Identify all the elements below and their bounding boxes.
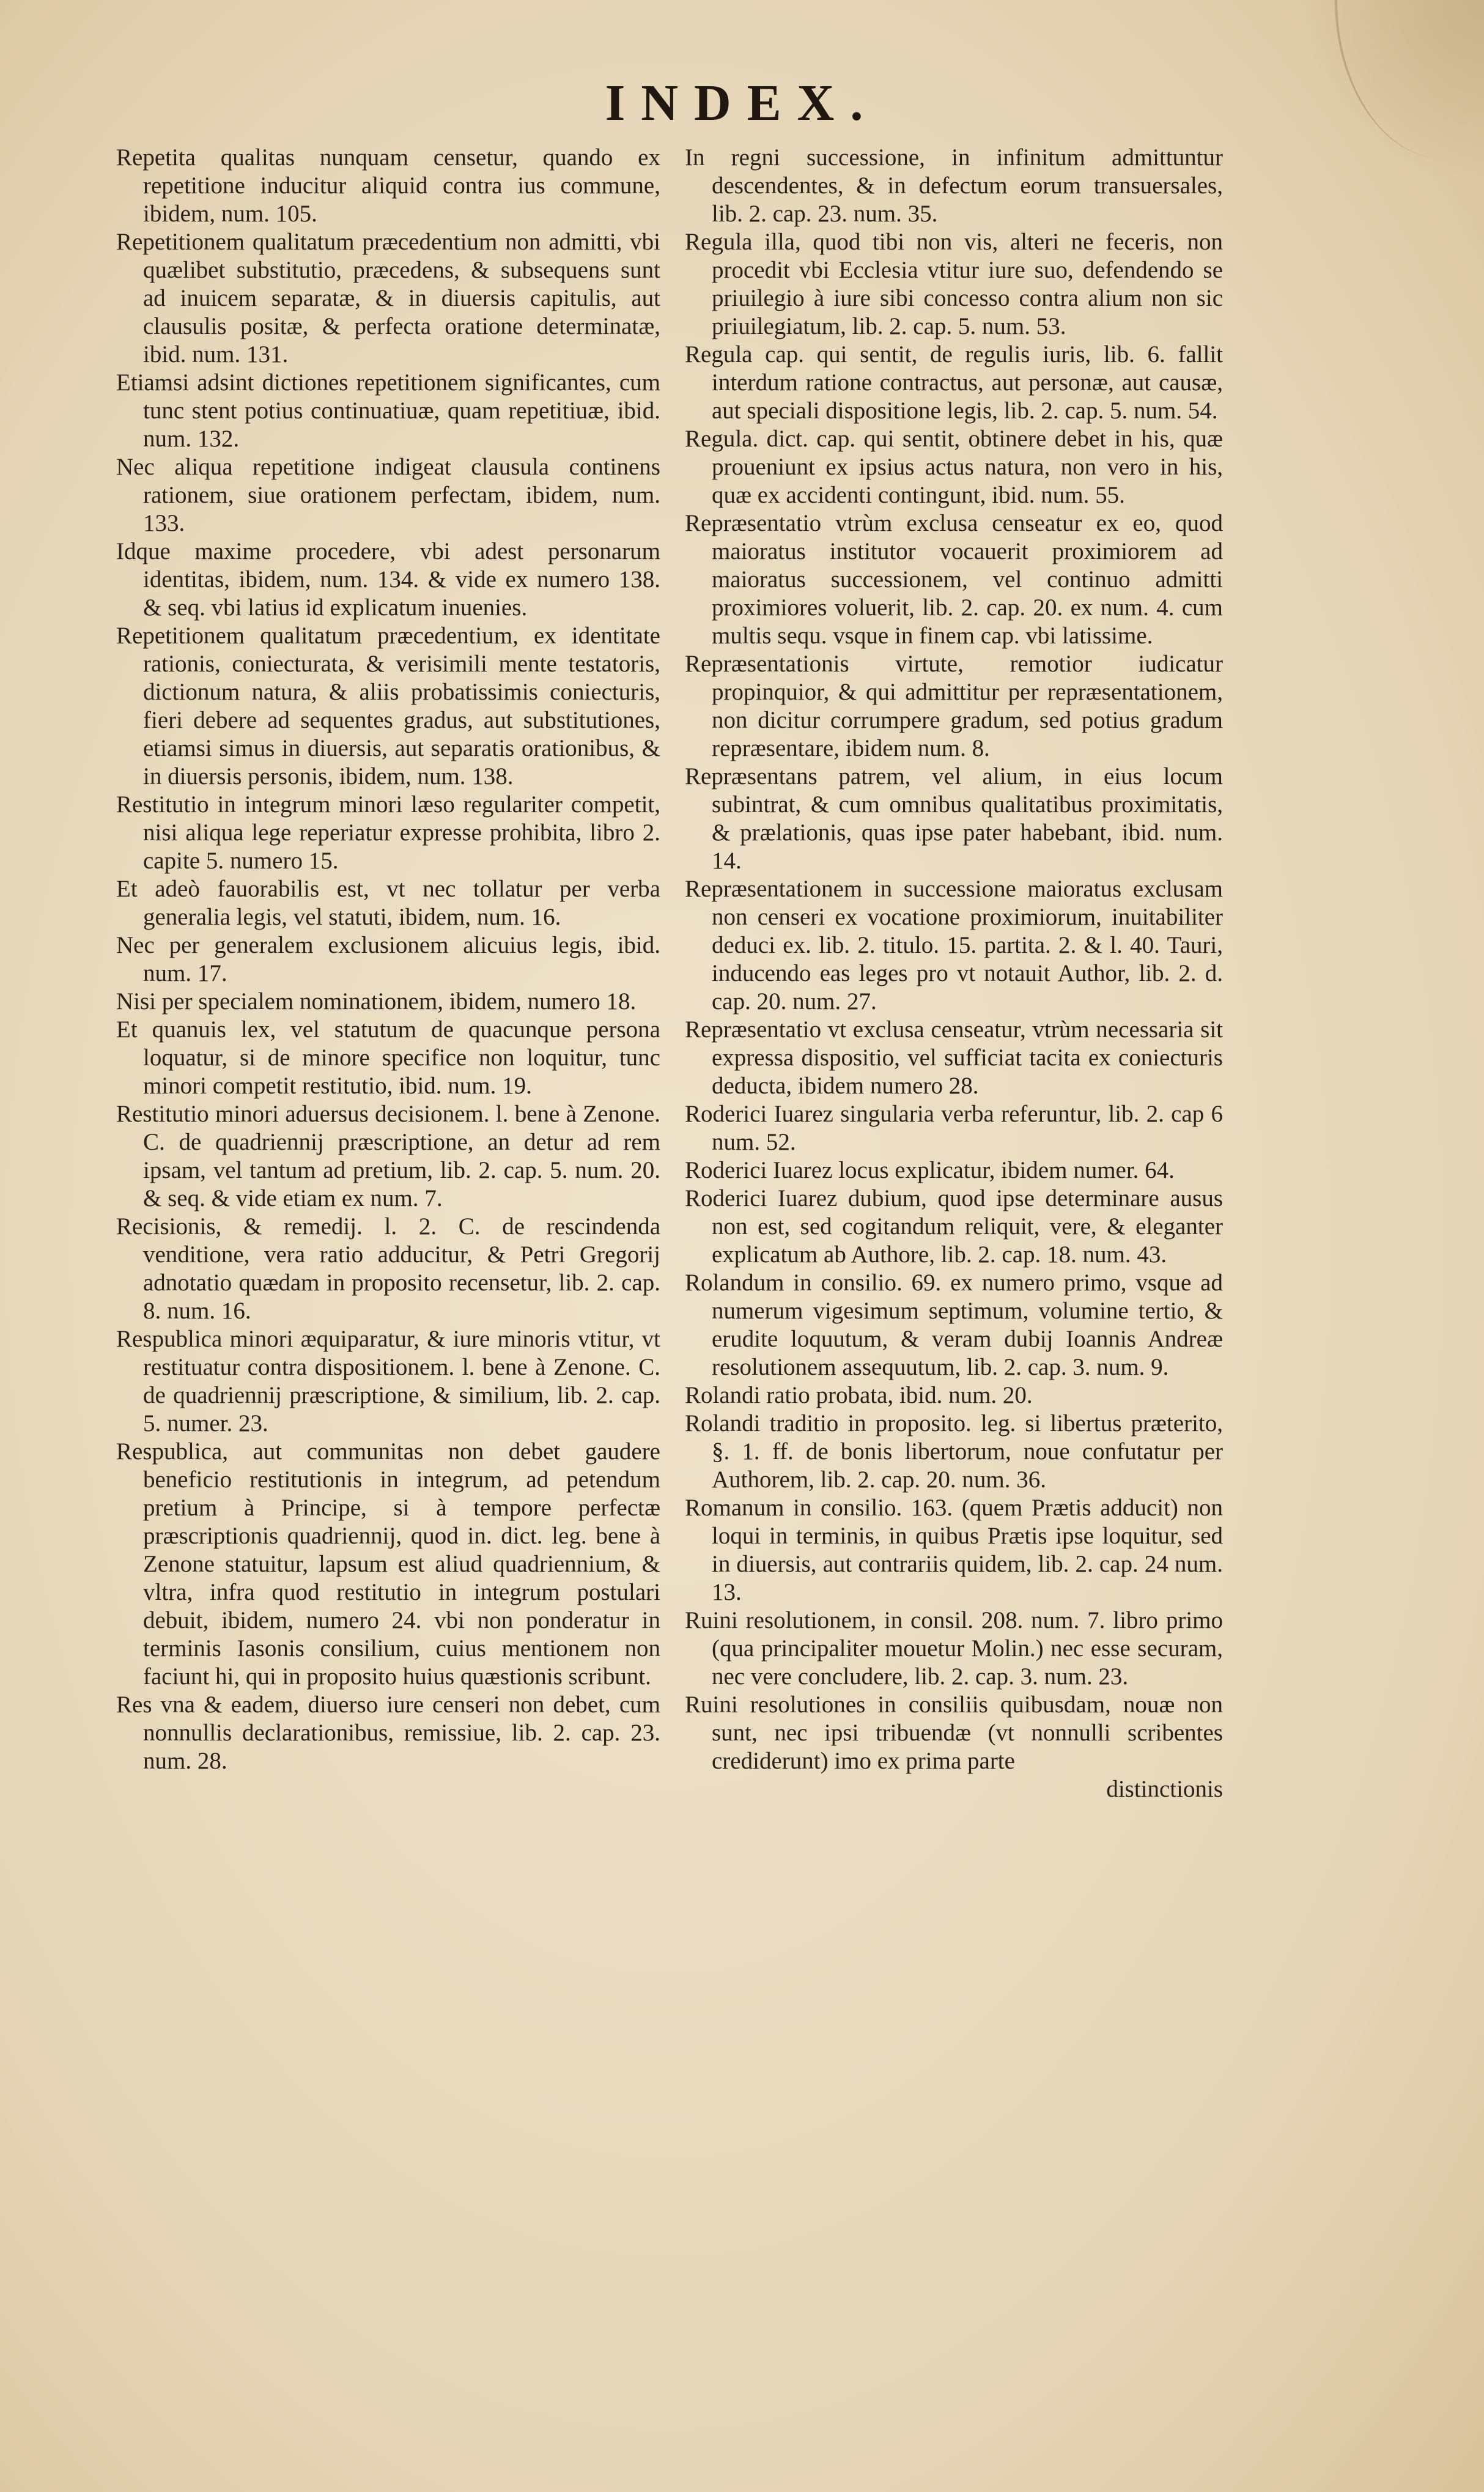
index-entry: Repræsentans patrem, vel alium, in eius locum subintrat, & cum omnibus qualitatibus proximitatis, & prælationis, quas ipse pater habebant, ibid. num. 14.	[685, 763, 1223, 874]
index-entry: Respublica minori æquiparatur, & iure minoris vtitur, vt restituatur contra dispositionem. l. bene à Zenone. C. de quadriennij præscriptione, & similium, lib. 2. cap. 5. numer. 23.	[116, 1326, 660, 1436]
index-entry: In regni successione, in infinitum admittuntur descendentes, & in defectum eorum transuersales, lib. 2. cap. 23. num. 35.	[685, 144, 1223, 227]
index-entry: Recisionis, & remedij. l. 2. C. de rescindenda venditione, vera ratio adducitur, & Petri Gregorij adnotatio quædam in proposito recensetur, lib. 2. cap. 8. num. 16.	[116, 1213, 660, 1324]
index-entry: Rolandi ratio probata, ibid. num. 20.	[685, 1382, 1033, 1408]
index-entry: Ruini resolutiones in consiliis quibusdam, nouæ non sunt, nec ipsi tribuendæ (vt nonnulli scribentes crediderunt) imo ex prima parte	[685, 1692, 1223, 1774]
index-entry: Regula. dict. cap. qui sentit, obtinere debet in his, quæ proueniunt ex ipsius actus natura, non vero in his, quæ ex accidenti contingunt, ibid. num. 55.	[685, 426, 1223, 508]
index-entry: Rolandum in consilio. 69. ex numero primo, vsque ad numerum vigesimum septimum, volumine tertio, & erudite loquutum, & veram dubij Ioannis Andreæ resolutionem assequutum, lib. 2. cap. 3. num. 9.	[685, 1270, 1223, 1380]
index-entry: Etiamsi adsint dictiones repetitionem significantes, cum tunc stent potius continuatiuæ, quam repetitiuæ, ibid. num. 132.	[116, 369, 660, 452]
index-entry: Nec aliqua repetitione indigeat clausula continens rationem, siue orationem perfectam, ibidem, num. 133.	[116, 454, 660, 536]
index-entry: Romanum in consilio. 163. (quem Prætis adducit) non loqui in terminis, in quibus Prætis ipse loquitur, sed in diuersis, aut contrariis quidem, lib. 2. cap. 24 num. 13.	[685, 1495, 1223, 1605]
index-entry: Repræsentationem in successione maioratus exclusam non censeri ex vocatione proximiorum, inuitabiliter deduci ex. lib. 2. titulo. 15. partita. 2. & l. 40. Tauri, inducendo eas leges pro vt notauit Author, lib. 2. d. cap. 20. num. 27.	[685, 876, 1223, 1015]
index-entry: Repetita qualitas nunquam censetur, quando ex repetitione inducitur aliquid contra ius commune, ibidem, num. 105.	[116, 144, 660, 227]
index-entry: Ruini resolutionem, in consil. 208. num. 7. libro primo (qua principaliter mouetur Molin.) nec esse securam, nec vere concludere, lib. 2. cap. 3. num. 23.	[685, 1607, 1223, 1690]
index-entry: Et adeò fauorabilis est, vt nec tollatur per verba generalia legis, vel statuti, ibidem, num. 16.	[116, 876, 660, 930]
catchword: distinctionis	[1106, 1776, 1223, 1802]
index-entry: Roderici Iuarez dubium, quod ipse determinare ausus non est, sed cogitandum reliquit, vere, & eleganter explicatum ab Authore, lib. 2. cap. 18. num. 43.	[685, 1185, 1223, 1268]
index-entry: Regula cap. qui sentit, de regulis iuris, lib. 6. fallit interdum ratione contractus, aut personæ, aut causæ, aut speciali dispositione legis, lib. 2. cap. 5. num. 54.	[685, 341, 1223, 424]
index-entry: Et quanuis lex, vel statutum de quacunque persona loquatur, si de minore specifice non loquitur, tunc minori competit restitutio, ibid. num. 19.	[116, 1016, 660, 1099]
index-entry: Roderici Iuarez locus explicatur, ibidem numer. 64.	[685, 1157, 1175, 1183]
index-entry: Repræsentatio vt exclusa censeatur, vtrùm necessaria sit expressa dispositio, vel sufficiat tacita ex coniecturis deducta, ibidem numero 28.	[685, 1016, 1223, 1099]
index-entry: Repetitionem qualitatum præcedentium non admitti, vbi quælibet substitutio, præcedens, & subsequens sunt ad inuicem separatæ, & in diuersis capitulis, aut clausulis positæ, & perfecta oratione determinatæ, ibid. num. 131.	[116, 229, 660, 368]
index-entry: Nisi per specialem nominationem, ibidem, numero 18.	[116, 988, 637, 1015]
index-entry: Repræsentatio vtrùm exclusa censeatur ex eo, quod maioratus institutor vocauerit proximiorem ad maioratus successionem, vel continuo admitti proximiores voluerit, lib. 2. cap. 20. ex num. 4. cum multis sequ. vsque in finem cap. vbi latissime.	[685, 510, 1223, 649]
right-column	[685, 144, 1223, 1803]
index-entry: Roderici Iuarez singularia verba referuntur, lib. 2. cap 6 num. 52.	[685, 1101, 1223, 1155]
index-entry: Nec per generalem exclusionem alicuius legis, ibid. num. 17.	[116, 932, 660, 986]
index-entry: Regula illa, quod tibi non vis, alteri ne feceris, non procedit vbi Ecclesia vtitur iure suo, defendendo se priuilegio à iure sibi concesso contra alium non sic priuilegiatum, lib. 2. cap. 5. num. 53.	[685, 229, 1223, 339]
index-entry: Repræsentationis virtute, remotior iudicatur propinquior, & qui admittitur per repræsentationem, non dicitur corrumpere gradum, sed potius gradum repræsentare, ibidem num. 8.	[685, 651, 1223, 761]
index-entry: Rolandi traditio in proposito. leg. si libertus præterito, §. 1. ff. de bonis libertorum, noue confutatur per Authorem, lib. 2. cap. 20. num. 36.	[685, 1410, 1223, 1493]
index-entry: Idque maxime procedere, vbi adest personarum identitas, ibidem, num. 134. & vide ex numero 138. & seq. vbi latius id explicatum inuenies.	[116, 538, 660, 621]
page-title: INDEX.	[605, 75, 879, 131]
index-entry: Res vna & eadem, diuerso iure censeri non debet, cum nonnullis declarationibus, remissiue, lib. 2. cap. 23. num. 28.	[116, 1692, 660, 1774]
index-entry: Restitutio minori aduersus decisionem. l. bene à Zenone. C. de quadriennij præscriptione, an detur ad rem ipsam, vel tantum ad pretium, lib. 2. cap. 5. num. 20. & seq. & vide etiam ex num. 7.	[116, 1101, 660, 1211]
left-column	[116, 144, 660, 1775]
index-entry: Respublica, aut communitas non debet gaudere beneficio restitutionis in integrum, ad petendum pretium à Principe, si à tempore perfectæ præscriptionis quadriennij, quod in. dict. leg. bene à Zenone statuitur, lapsum est aliud quadriennium, & vltra, infra quod restitutio in integrum postulari debuit, ibidem, numero 24. vbi non ponderatur in terminis Iasonis consilium, cuius mentionem non faciunt hi, qui in proposito huius quæstionis scribunt.	[116, 1438, 660, 1690]
index-entry: Restitutio in integrum minori læso regulariter competit, nisi aliqua lege reperiatur expresse prohibita, libro 2. capite 5. numero 15.	[116, 791, 660, 874]
index-entry: Repetitionem qualitatum præcedentium, ex identitate rationis, coniecturata, & verisimili mente testatoris, dictionum natura, & aliis probatissimis coniecturis, fieri debere ad sequentes gradus, aut substitutiones, etiamsi simus in diuersis, aut separatis orationibus, & in diuersis personis, ibidem, num. 138.	[116, 623, 660, 789]
